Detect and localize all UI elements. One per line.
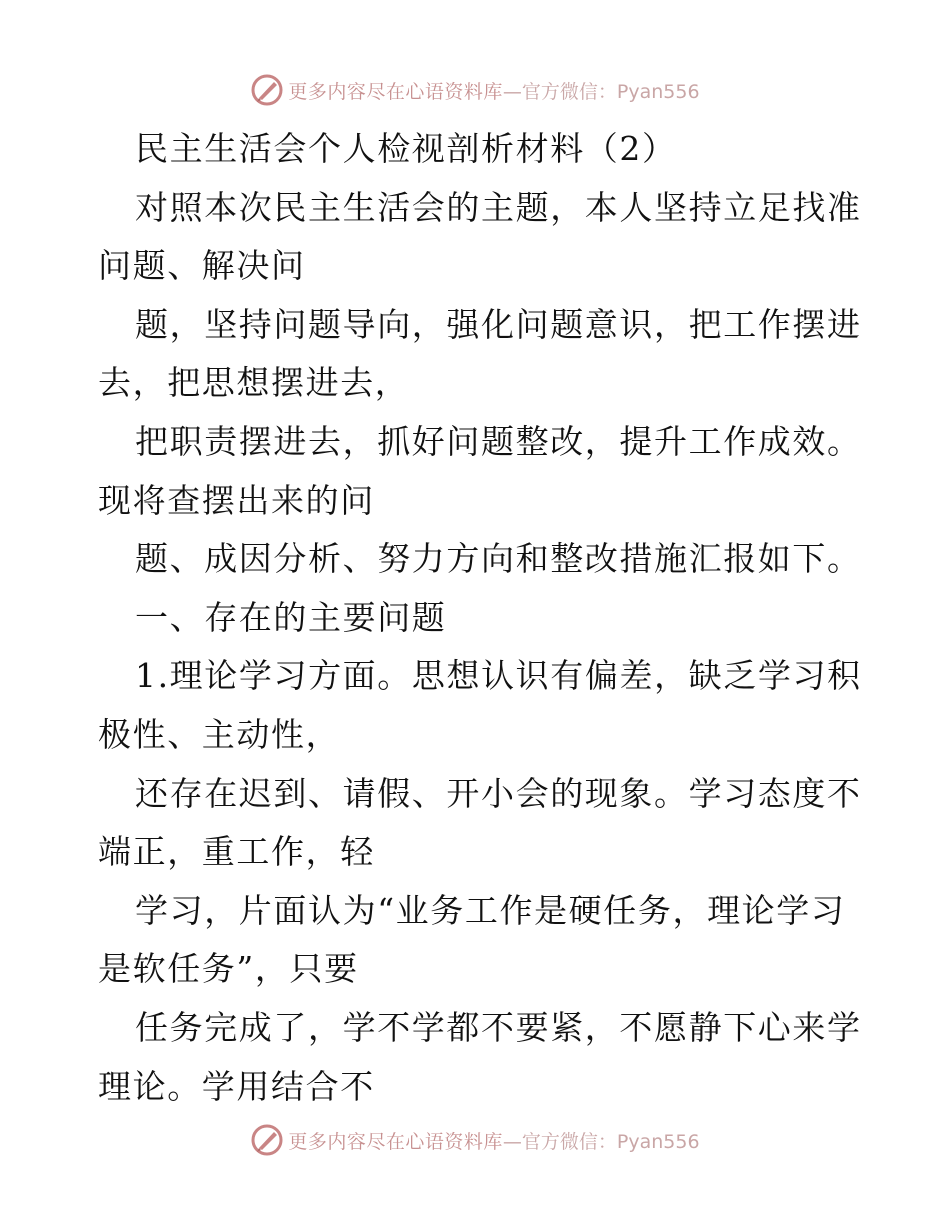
- text-line: 一、存在的主要问题: [135, 597, 447, 637]
- quill-logo-icon: [250, 1123, 284, 1157]
- document-title: 民主生活会个人检视剖析材料（2）: [135, 129, 677, 168]
- header-watermark: [0, 70, 950, 110]
- watermark-brand: 更多内容尽在心语资料库: [288, 1130, 503, 1153]
- text-line: 现将查摆出来的问: [98, 480, 375, 520]
- text-line: 对照本次民主生活会的主题，本人坚持立足找准: [135, 187, 862, 227]
- text-line: 学习，片面认为“业务工作是硬任务，理论学习: [135, 890, 846, 930]
- watermark-brand: 更多内容尽在心语资料库: [288, 80, 503, 103]
- quill-logo-icon: [250, 73, 284, 107]
- text-line: 是软任务”，只要: [98, 949, 359, 989]
- text-line: 极性、主动性，: [98, 714, 341, 754]
- footer-watermark: [0, 1120, 950, 1160]
- text-line: 端正，重工作，轻: [98, 832, 375, 872]
- watermark-wechat: 官方微信：Pyan556: [521, 1130, 700, 1153]
- text-line: 还存在迟到、请假、开小会的现象。学习态度不: [135, 773, 862, 813]
- text-line: 去，把思想摆进去，: [98, 363, 410, 403]
- watermark-separator: —: [502, 80, 522, 103]
- text-line: 把职责摆进去，抓好问题整改，提升工作成效。: [135, 421, 862, 461]
- text-line: 问题、解决问: [98, 246, 306, 286]
- text-line: 理论。学用结合不: [98, 1066, 375, 1106]
- text-line: 题、成因分析、努力方向和整改措施汇报如下。: [135, 539, 862, 579]
- text-line: 1.理论学习方面。思想认识有偏差，缺乏学习积: [135, 656, 862, 696]
- watermark-wechat: 官方微信：Pyan556: [521, 80, 700, 103]
- text-line: 任务完成了，学不学都不要紧，不愿静下心来学: [135, 1007, 862, 1047]
- watermark-separator: —: [502, 1130, 522, 1153]
- text-line: 题，坚持问题导向，强化问题意识，把工作摆进: [135, 304, 862, 344]
- document-body: [98, 120, 862, 1116]
